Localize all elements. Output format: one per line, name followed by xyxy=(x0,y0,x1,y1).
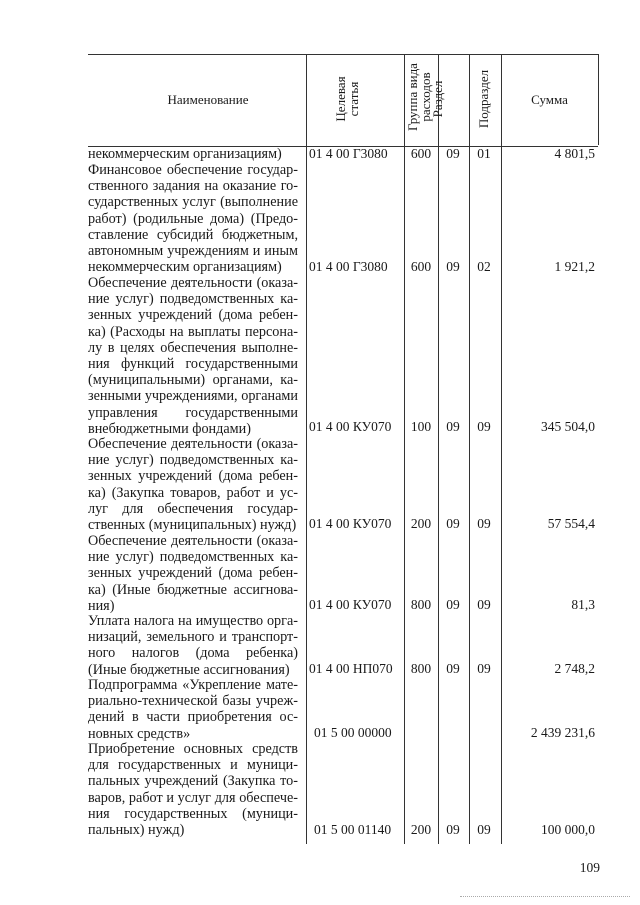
row-target-code: 01 5 00 00000 xyxy=(314,725,392,740)
row-expense-group: 800 xyxy=(410,661,432,676)
row-expense-group: 200 xyxy=(410,516,432,531)
row-name: Уплата налога на имущество организаций, земельного и транспортного налогов (дома ребенка) (Иные бюджетные ассигнования) xyxy=(88,613,298,678)
row-name: Обеспечение деятельности (оказание услуг) подведомственных казенных учреждений (дома ребенка) (Иные бюджетные ассигнования) xyxy=(88,533,298,614)
row-subsection: 09 xyxy=(477,822,491,837)
row-subsection: 09 xyxy=(477,516,491,531)
row-name: Приобретение основных средств для государственных и муниципальных учреждений (Закупка товаров, работ и услуг для обеспечения государственных (муниципальных) нужд) xyxy=(88,741,298,839)
row-name: Обеспечение деятельности (оказание услуг) подведомственных казенных учреждений (дома ребенка) (Закупка товаров, работ и услуг для обеспечения государственных (муниципальных) нужд) xyxy=(88,436,298,534)
row-section: 09 xyxy=(446,259,460,274)
row-sum: 345 504,0 xyxy=(541,419,595,434)
row-subsection: 02 xyxy=(477,259,491,274)
header-group: Группа вида расходов xyxy=(405,63,433,131)
row-target-code: 01 4 00 КУ070 xyxy=(309,597,392,612)
header-section: Раздел xyxy=(430,80,445,118)
header-name: Наименование xyxy=(167,92,249,107)
col-sep-3 xyxy=(438,54,439,844)
row-target-code: 01 4 00 Г3080 xyxy=(309,146,388,161)
row-name: Обеспечение деятельности (оказание услуг) подведомственных казенных учреждений (дома ребенка) (Расходы на выплаты персоналу в целях обеспечения выполнения функций государственными (муниципальными) органами, казенными учреждениями, органами управления государственными внебюджетными фондами) xyxy=(88,275,298,437)
scan-edge-line xyxy=(460,896,630,897)
row-target-code: 01 4 00 КУ070 xyxy=(309,516,392,531)
row-subsection: 01 xyxy=(477,146,491,161)
row-sum: 100 000,0 xyxy=(541,822,595,837)
row-name: Финансовое обеспечение государственного задания на оказание государственных услуг (выполнение работ) (родильные дома) (Предоставление субсидий бюджетным, автономным учреждениям и иным некоммерческим организациям) xyxy=(88,162,298,276)
row-expense-group: 800 xyxy=(410,597,432,612)
col-sep-6 xyxy=(598,54,599,145)
row-sum: 2 439 231,6 xyxy=(530,725,595,740)
row-sum: 81,3 xyxy=(571,597,595,612)
row-target-code: 01 5 00 01140 xyxy=(314,822,392,837)
page-number: 109 xyxy=(579,860,600,875)
row-expense-group: 100 xyxy=(410,419,432,434)
row-subsection: 09 xyxy=(477,661,491,676)
row-section: 09 xyxy=(446,661,460,676)
row-sum: 57 554,4 xyxy=(547,516,595,531)
row-expense-group: 600 xyxy=(410,146,432,161)
row-name: Подпрограмма «Укрепление материально-технической базы учреждений в части приобретения основных средств» xyxy=(88,677,298,742)
row-subsection: 09 xyxy=(477,597,491,612)
row-section: 09 xyxy=(446,597,460,612)
row-sum: 4 801,5 xyxy=(554,146,595,161)
header-target: Целевая статья xyxy=(333,76,361,122)
row-expense-group: 200 xyxy=(410,822,432,837)
row-subsection: 09 xyxy=(477,419,491,434)
col-sep-1 xyxy=(306,54,307,844)
row-target-code: 01 4 00 Г3080 xyxy=(309,259,388,274)
col-sep-4 xyxy=(469,54,470,844)
row-section: 09 xyxy=(446,146,460,161)
row-sum: 2 748,2 xyxy=(554,661,595,676)
row-target-code: 01 4 00 НП070 xyxy=(309,661,393,676)
row-target-code: 01 4 00 КУ070 xyxy=(309,419,392,434)
row-sum: 1 921,2 xyxy=(554,259,595,274)
row-section: 09 xyxy=(446,419,460,434)
header-sum: Сумма xyxy=(531,92,568,107)
row-section: 09 xyxy=(446,822,460,837)
row-expense-group: 600 xyxy=(410,259,432,274)
row-section: 09 xyxy=(446,516,460,531)
header-subsection: Подраздел xyxy=(476,69,491,129)
row-name: некоммерческим организациям) xyxy=(88,146,282,162)
